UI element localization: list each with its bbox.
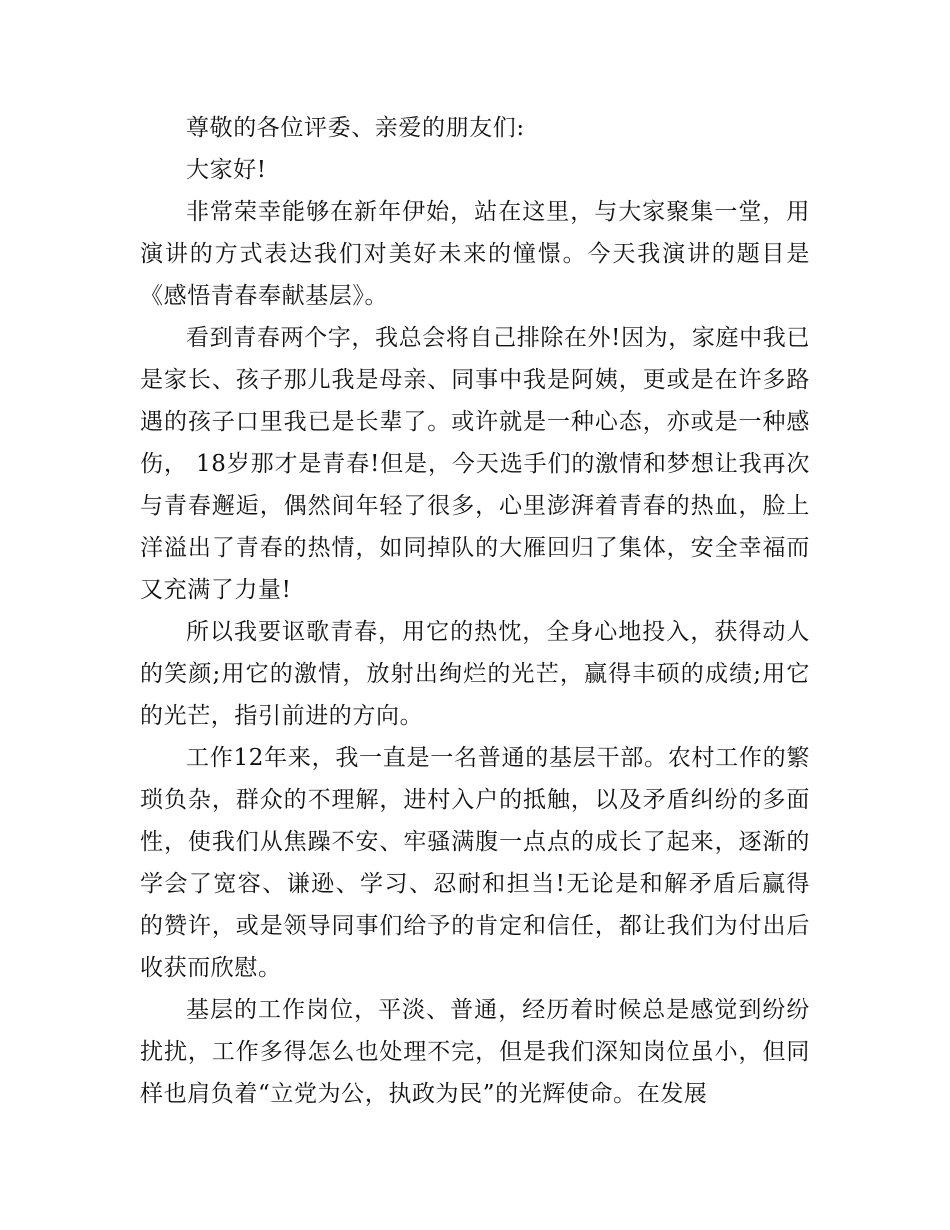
- greeting: 大家好!: [186, 157, 267, 183]
- salutation: 尊敬的各位评委、亲爱的朋友们:: [186, 115, 525, 141]
- paragraph-praise: 所以我要讴歌青春，用它的热忱，全身心地投入，获得动人的笑颜;用它的激情，放射出绚烂的光芒，赢得丰硕的成绩;用它的光芒，指引前进的方向。: [140, 619, 810, 729]
- paragraph-youth: 看到青春两个字，我总会将自己排除在外!因为，家庭中我已是家长、孩子那儿我是母亲、同事中我是阿姨，更或是在许多路遇的孩子口里我已是长辈了。或许就是一种心态，亦或是一种感伤， 18岁那才是青春!但是，今天选手们的激情和梦想让我再次与青春邂逅，偶然间年轻了很多，心里澎湃着青春的热血，脸上洋溢出了青春的热情，如同掉队的大雁回归了集体，安全幸福而又充满了力量!: [140, 325, 810, 603]
- paragraph-grassroots: 基层的工作岗位，平淡、普通，经历着时候总是感觉到纷纷扰扰，工作多得怎么也处理不完，但是我们深知岗位虽小，但同样也肩负着“立党为公，执政为民”的光辉使命。在发展: [140, 997, 810, 1107]
- paragraph-intro: 非常荣幸能够在新年伊始，站在这里，与大家聚集一堂，用演讲的方式表达我们对美好未来的憧憬。今天我演讲的题目是《感悟青春奉献基层》。: [140, 199, 810, 309]
- paragraph-work: 工作12年来，我一直是一名普通的基层干部。农村工作的繁琐负杂，群众的不理解，进村入户的抵触，以及矛盾纠纷的多面性，使我们从焦躁不安、牢骚满腹一点点的成长了起来，逐渐的学会了宽容、谦逊、学习、忍耐和担当!无论是和解矛盾后赢得的赞许，或是领导同事们给予的肯定和信任，都让我们为付出后收获而欣慰。: [140, 745, 810, 981]
